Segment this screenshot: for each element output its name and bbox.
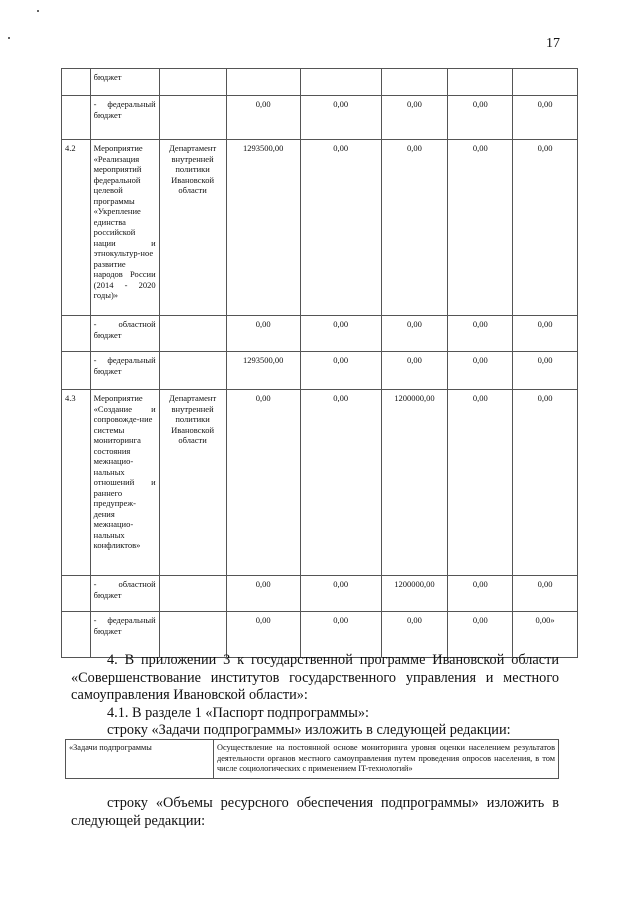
amount-cell: 0,00	[300, 316, 381, 352]
table-row	[62, 352, 578, 390]
row-number	[62, 316, 91, 352]
scan-speck	[37, 10, 39, 12]
table-row	[62, 69, 578, 96]
amount-cell: 1200000,00	[381, 390, 448, 576]
activity-name: - областной бюджет	[90, 316, 159, 352]
department	[159, 612, 226, 658]
table-row	[62, 612, 578, 658]
table-row	[62, 96, 578, 140]
tasks-label: «Задачи подпрограммы	[66, 740, 214, 779]
tasks-table	[65, 739, 559, 779]
paragraph-4-1: 4.1. В разделе 1 «Паспорт подпрограммы»:	[107, 705, 369, 721]
department	[159, 352, 226, 390]
amount-cell	[448, 69, 513, 96]
department	[159, 316, 226, 352]
amount-cell: 0,00	[448, 140, 513, 316]
amount-cell: 0,00	[448, 352, 513, 390]
amount-cell: 0,00	[513, 140, 578, 316]
paragraph-tasks-intro: строку «Задачи подпрограммы» изложить в следующей редакции:	[107, 722, 511, 738]
row-number	[62, 576, 91, 612]
amount-cell: 1293500,00	[226, 352, 300, 390]
activity-name: Мероприятие «Создание и сопровожде-ние системы мониторинга состояния межнацио-нальных отношений и раннего предупреж-дения межнацио-нальных конфликтов»	[90, 390, 159, 576]
amount-cell: 0,00	[300, 390, 381, 576]
amount-cell	[381, 69, 448, 96]
activity-name: - федеральный бюджет	[90, 352, 159, 390]
amount-cell	[300, 69, 381, 96]
row-number: 4.2	[62, 140, 91, 316]
amount-cell: 0,00	[381, 96, 448, 140]
scan-speck	[8, 37, 10, 39]
amount-cell: 0,00	[226, 576, 300, 612]
department	[159, 576, 226, 612]
department: Департамент внутренней политики Ивановской области	[159, 140, 226, 316]
row-number	[62, 96, 91, 140]
amount-cell: 0,00	[448, 612, 513, 658]
amount-cell: 0,00	[381, 612, 448, 658]
amount-cell: 0,00	[300, 140, 381, 316]
activity-name: - федеральный бюджет	[90, 612, 159, 658]
amount-cell: 0,00	[448, 96, 513, 140]
amount-cell: 0,00	[513, 352, 578, 390]
amount-cell: 0,00	[513, 96, 578, 140]
amount-cell: 1293500,00	[226, 140, 300, 316]
amount-cell: 0,00	[300, 352, 381, 390]
amount-cell: 0,00	[381, 140, 448, 316]
row-number: 4.3	[62, 390, 91, 576]
paragraph-volumes: строку «Объемы ресурсного обеспечения подпрограммы» изложить в следующей редакции:	[71, 795, 559, 829]
department: Департамент внутренней политики Ивановской области	[159, 390, 226, 576]
amount-cell: 0,00	[513, 576, 578, 612]
activity-name: Мероприятие «Реализация мероприятий федеральной целевой программы «Укрепление единства российской нации и этнокультур-ное развитие народов России (2014 - 2020 годы)»	[90, 140, 159, 316]
amount-cell: 0,00	[226, 96, 300, 140]
table-row	[62, 140, 578, 316]
amount-cell: 0,00	[513, 390, 578, 576]
amount-cell: 1200000,00	[381, 576, 448, 612]
table-row	[62, 316, 578, 352]
activity-name: - областной бюджет	[90, 576, 159, 612]
budget-table	[61, 68, 578, 658]
row-number	[62, 352, 91, 390]
activity-name: бюджет	[90, 69, 159, 96]
table-row	[62, 576, 578, 612]
amount-cell: 0,00	[300, 576, 381, 612]
amount-cell: 0,00»	[513, 612, 578, 658]
tasks-value: Осуществление на постоянной основе мониторинга уровня оценки населением результатов деятельности органов местного самоуправления путем проведения опросов населения, в том числе социологических с применением IT-технологий»	[214, 740, 559, 779]
amount-cell	[226, 69, 300, 96]
amount-cell: 0,00	[448, 316, 513, 352]
department	[159, 96, 226, 140]
amount-cell: 0,00	[448, 390, 513, 576]
row-number	[62, 69, 91, 96]
amount-cell	[513, 69, 578, 96]
amount-cell: 0,00	[448, 576, 513, 612]
amount-cell: 0,00	[300, 96, 381, 140]
table-row	[62, 390, 578, 576]
amount-cell: 0,00	[226, 612, 300, 658]
amount-cell: 0,00	[226, 390, 300, 576]
tasks-row	[66, 740, 559, 779]
amount-cell: 0,00	[381, 352, 448, 390]
row-number	[62, 612, 91, 658]
activity-name: - федеральный бюджет	[90, 96, 159, 140]
department	[159, 69, 226, 96]
amount-cell: 0,00	[513, 316, 578, 352]
page-number: 17	[546, 36, 560, 51]
amount-cell: 0,00	[300, 612, 381, 658]
amount-cell: 0,00	[381, 316, 448, 352]
amount-cell: 0,00	[226, 316, 300, 352]
paragraph-4: 4. В приложении 3 к государственной программе Ивановской области «Совершенствование институтов государственного управления и местного самоуправления Ивановской области»:	[71, 652, 559, 703]
